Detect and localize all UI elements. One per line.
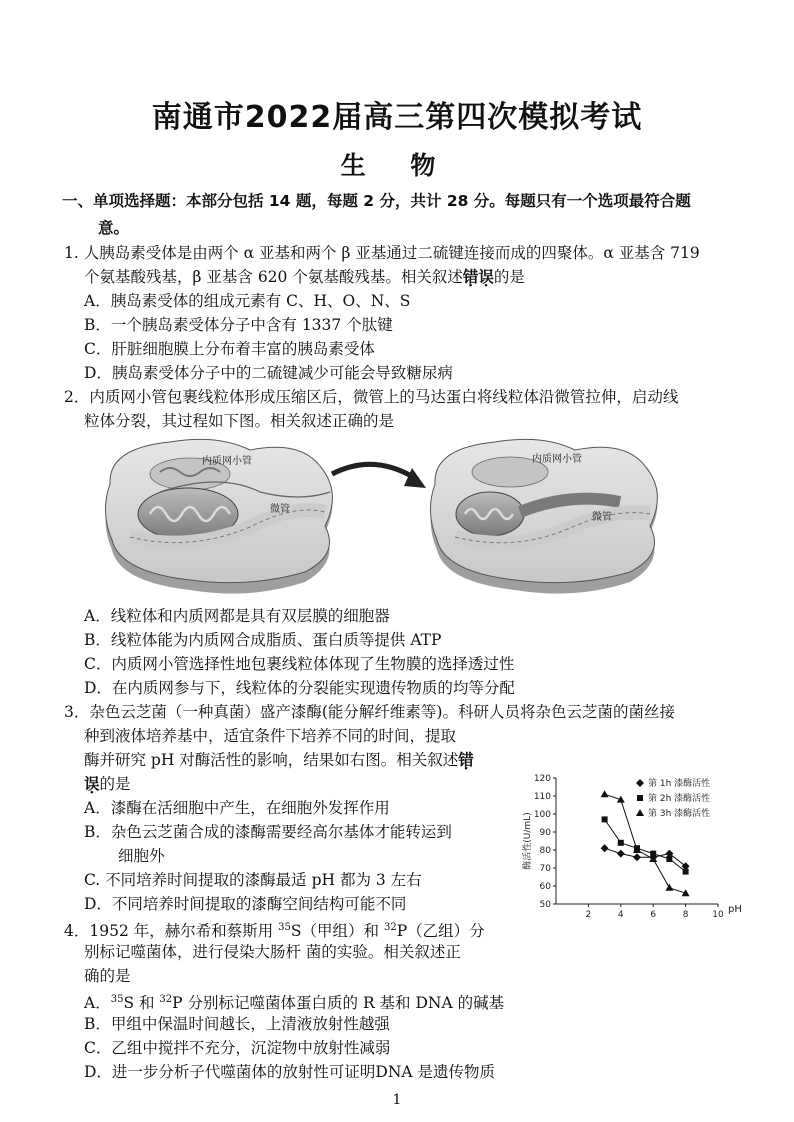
section-line-1: 一、单项选择题：本部分包括 14 题，每题 2 分，共计 28 分。每题只有一个选项最符合题	[62, 192, 691, 210]
y-tick-label: 120	[533, 774, 551, 784]
legend-marker-2	[637, 795, 643, 801]
q3-emphasis-2: 误	[84, 774, 100, 793]
fig-label-er-right: 内质网小管	[532, 454, 582, 465]
section-heading	[62, 188, 742, 242]
q4-stem-1b: S（甲组）和	[290, 922, 384, 941]
q2-stem-1: 2．内质网小管包裹线粒体形成压缩区后，微管上的马达蛋白将线粒体沿微管拉伸，启动线	[64, 388, 679, 406]
data-point	[617, 850, 625, 858]
y-axis-label: 酶活性(U/mL)	[523, 812, 533, 870]
legend-marker-1	[636, 779, 644, 787]
y-tick-label: 60	[539, 882, 551, 892]
process-arrow	[332, 464, 418, 480]
q1-stem-2	[84, 265, 525, 289]
q4-option-a-1: A．	[84, 994, 111, 1013]
q3-option-b-1: B．杂色云芝菌合成的漆酶需要经高尔基体才能转运到	[84, 823, 452, 841]
q3-option-c: C. 不同培养时间提取的漆酶最适 pH 都为 3 左右	[84, 871, 422, 889]
right-cell	[430, 439, 657, 593]
q1-option-c: C．肝脏细胞膜上分布着丰富的胰岛素受体	[84, 340, 375, 358]
enzyme-activity-chart	[508, 770, 758, 920]
x-tick-label: 6	[650, 910, 657, 920]
q2-option-d: D．在内质网参与下，线粒体的分裂能实现遗传物质的均等分配	[84, 679, 515, 697]
subject-title: 生 物	[340, 151, 454, 180]
data-point	[633, 853, 641, 861]
q3-stem-4-post: 的是	[99, 775, 131, 793]
q4-option-a-2: S 和	[123, 994, 160, 1013]
data-point	[683, 869, 689, 875]
q3-emphasis-1: 错	[458, 750, 474, 769]
q4-option-c: C．乙组中搅拌不充分，沉淀物中放射性减弱	[84, 1039, 391, 1057]
chart-legend	[636, 777, 710, 819]
q4-stem-2: 别标记噬菌体，进行侵染大肠杆 菌的实验。相关叙述正	[84, 943, 461, 961]
q4-stem-1a: 4．1952 年，赫尔希和蔡斯用	[64, 922, 279, 941]
q1-option-d: D．胰岛素受体分子中的二硫键减少可能会导致糖尿病	[84, 364, 453, 382]
data-point	[601, 844, 609, 852]
q3-option-b-2: 细胞外	[118, 847, 165, 865]
legend-label-1: 第 1h 漆酶活性	[648, 779, 711, 789]
q4-a-sup-35: 35	[110, 994, 124, 1005]
series-line-2	[605, 819, 686, 871]
x-tick-label: 8	[682, 910, 689, 920]
q3-stem-3-pre: 酶并研究 pH 对酶活性的影响，结果如右图。相关叙述	[84, 751, 459, 769]
legend-label-3: 第 3h 漆酶活性	[648, 809, 711, 819]
legend-marker-3	[636, 809, 644, 816]
x-tick-label: 10	[712, 910, 724, 920]
q3-option-a: A．漆酶在活细胞中产生，在细胞外发挥作用	[84, 799, 390, 817]
q3-option-d: D．不同培养时间提取的漆酶空间结构可能不同	[84, 895, 407, 913]
q1-option-b: B．一个胰岛素受体分子中含有 1337 个肽键	[84, 316, 393, 334]
q1-stem-2-post: 的是	[493, 268, 525, 286]
fig-label-er-left: 内质网小管	[202, 456, 252, 467]
section-line-2: 意。	[98, 219, 130, 237]
arrow-head-icon	[404, 468, 426, 488]
y-tick-label: 50	[539, 900, 551, 910]
data-point	[665, 884, 673, 891]
y-tick-label: 110	[533, 792, 551, 802]
x-tick-label: 4	[617, 910, 624, 920]
q4-option-d: D．进一步分析子代噬菌体的放射性可证明DNA 是遗传物质	[84, 1063, 496, 1081]
q4-stem-1c: P（乙组）分	[396, 922, 485, 941]
mitochondria-figure	[100, 432, 660, 602]
exam-title: 南通市2022届高三第四次模拟考试	[151, 100, 643, 135]
q2-option-b: B．线粒体能为内质网合成脂质、蛋白质等提供 ATP	[84, 631, 442, 649]
q1-stem-2-pre: 个氨基酸残基，β 亚基含 620 个氨基酸残基。相关叙述	[84, 268, 463, 286]
fig-label-mt-right: 微管	[592, 512, 612, 523]
page-number: 1	[392, 1092, 402, 1108]
q3-stem-1: 3．杂色云芝菌（一种真菌）盛产漆酶(能分解纤维素等)。科研人员将杂色云芝菌的菌丝接	[64, 703, 675, 721]
legend-label-2: 第 2h 漆酶活性	[648, 794, 711, 804]
q4-sup-32: 32	[383, 922, 397, 933]
y-tick-label: 90	[539, 828, 551, 838]
q1-stem-1: 1. 人胰岛素受体是由两个 α 亚基和两个 β 亚基通过二硫键连接而成的四聚体。α 亚基含 719	[64, 244, 700, 262]
q3-stem-2: 种到液体培养基中，适宜条件下培养不同的时间，提取	[84, 727, 457, 745]
data-point	[602, 816, 608, 822]
q4-sup-35: 35	[278, 922, 291, 933]
q4-a-sup-32: 32	[159, 994, 173, 1005]
fig-label-mt-left: 微管	[270, 504, 290, 515]
x-tick-label: 2	[585, 910, 592, 920]
q2-stem-2: 粒体分裂，其过程如下图。相关叙述正确的是	[84, 412, 395, 430]
data-point	[618, 840, 624, 846]
q4-option-b: B．甲组中保温时间越长，上清液放射性越强	[84, 1015, 390, 1033]
data-point	[666, 856, 672, 862]
q1-option-a: A．胰岛素受体的组成元素有 C、H、O、N、S	[84, 292, 411, 310]
x-axis-label: pH	[728, 904, 742, 915]
y-tick-label: 70	[539, 864, 551, 874]
q1-emphasis-1: 错	[462, 267, 479, 286]
q2-option-a: A．线粒体和内质网都是具有双层膜的细胞器	[84, 607, 390, 625]
y-tick-label: 100	[533, 810, 551, 820]
q4-option-a-3: P 分别标记噬菌体蛋白质的 R 基和 DNA 的碱基	[172, 994, 505, 1013]
data-point	[601, 790, 609, 797]
q3-stem-3	[84, 748, 474, 772]
q3-stem-4	[84, 772, 131, 796]
chart-series	[601, 790, 690, 896]
q4-stem-3: 确的是	[84, 967, 131, 985]
q2-option-c: C．内质网小管选择性地包裹线粒体体现了生物膜的选择透过性	[84, 655, 515, 673]
y-tick-label: 80	[539, 846, 551, 856]
left-cell	[105, 439, 332, 593]
q1-emphasis-2: 误	[478, 267, 494, 286]
